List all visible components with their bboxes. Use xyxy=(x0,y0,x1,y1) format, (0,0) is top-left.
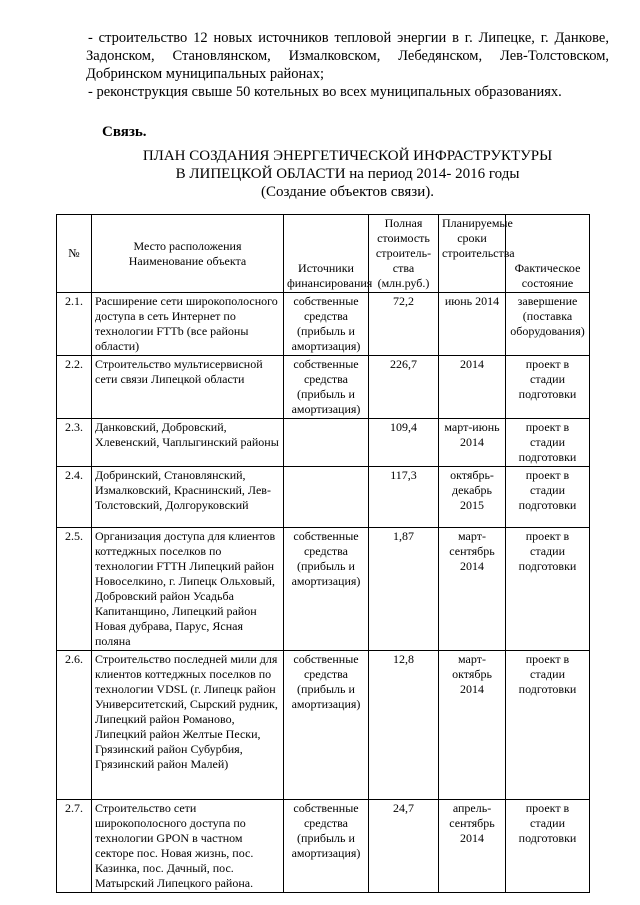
row-num: 2.5. xyxy=(57,528,92,651)
table-row xyxy=(57,800,590,893)
row-num: 2.7. xyxy=(57,800,92,893)
row-cost: 1,87 xyxy=(369,528,439,651)
table-row xyxy=(57,528,590,651)
row-terms: март-июнь 2014 xyxy=(439,419,506,467)
row-num: 2.3. xyxy=(57,419,92,467)
title-line: (Создание объектов связи). xyxy=(261,184,434,200)
header-source: Источники финансирования xyxy=(284,215,369,293)
row-source xyxy=(284,419,369,467)
row-source: собственные средства (прибыль и амортизация) xyxy=(284,528,369,651)
row-terms: апрель-сентябрь 2014 xyxy=(439,800,506,893)
row-place: Строительство мультисервисной сети связи Липецкой области xyxy=(92,356,284,419)
row-terms: июнь 2014 xyxy=(439,293,506,356)
row-state: проект в стадии подготовки xyxy=(506,356,590,419)
row-cost: 72,2 xyxy=(369,293,439,356)
row-num: 2.4. xyxy=(57,467,92,528)
row-state: завершение (поставка оборудования) xyxy=(506,293,590,356)
row-source: собственные средства (прибыль и амортизация) xyxy=(284,356,369,419)
row-place: Расширение сети широкополосного доступа в сеть Интернет по технологии FTTb (все районы области) xyxy=(92,293,284,356)
header-place: Место расположения Наименование объекта xyxy=(92,215,284,293)
row-state: проект в стадии подготовки xyxy=(506,800,590,893)
page-title xyxy=(86,147,609,201)
row-cost: 12,8 xyxy=(369,651,439,800)
row-source: собственные средства (прибыль и амортизация) xyxy=(284,293,369,356)
title-line: В ЛИПЕЦКОЙ ОБЛАСТИ на период 2014- 2016 годы xyxy=(175,166,520,182)
header-num: № xyxy=(57,215,92,293)
section-title: Связь. xyxy=(102,124,147,140)
row-place: Строительство сети широкополосного доступа по технологии GPON в частном секторе пос. Новая жизнь, пос. Казинка, пос. Дачный, пос. Матырский Липецкого района. xyxy=(92,800,284,893)
table-row xyxy=(57,651,590,800)
row-source: собственные средства (прибыль и амортизация) xyxy=(284,651,369,800)
table-row xyxy=(57,419,590,467)
row-cost: 24,7 xyxy=(369,800,439,893)
row-state: проект в стадии подготовки xyxy=(506,651,590,800)
intro-paragraph: - строительство 12 новых источников тепловой энергии в г. Липецке, г. Данкове, Задонском, Становлянском, Измалковском, Лебедянском, Лев-Толстовском, Добринском муниципальных районах; xyxy=(86,30,609,82)
row-state: проект в стадии подготовки xyxy=(506,467,590,528)
table-header-row xyxy=(57,215,590,293)
row-source xyxy=(284,467,369,528)
row-num: 2.1. xyxy=(57,293,92,356)
table-row xyxy=(57,356,590,419)
header-cost: Полная стоимость строитель-ства (млн.руб.) xyxy=(369,215,439,293)
row-place: Организация доступа для клиентов коттеджных поселков по технологии FTTH Липецкий район Новоселкино, г. Липецк Ольховый, Добровский район Усадьба Капитанщино, Липецкий район Новая дубрава, Парус, Ясная поляна xyxy=(92,528,284,651)
intro-text xyxy=(86,29,609,101)
row-terms: 2014 xyxy=(439,356,506,419)
row-cost: 117,3 xyxy=(369,467,439,528)
table-row xyxy=(57,293,590,356)
row-num: 2.2. xyxy=(57,356,92,419)
row-state: проект в стадии подготовки xyxy=(506,528,590,651)
row-terms: октябрь-декабрь 2015 xyxy=(439,467,506,528)
row-terms: март-сентябрь 2014 xyxy=(439,528,506,651)
row-cost: 226,7 xyxy=(369,356,439,419)
title-line: ПЛАН СОЗДАНИЯ ЭНЕРГЕТИЧЕСКОЙ ИНФРАСТРУКТУРЫ xyxy=(142,148,553,164)
table-row xyxy=(57,467,590,528)
row-terms: март-октябрь 2014 xyxy=(439,651,506,800)
row-place: Строительство последней мили для клиентов коттеджных поселков по технологии VDSL (г. Липецк район Университетский, Сырский рудник, Липецкий район Романово, Липецкий район Желтые Пески, Грязинский район Субурбия, Грязинский район Малей) xyxy=(92,651,284,800)
row-num: 2.6. xyxy=(57,651,92,800)
header-terms: Планируемые сроки строительства xyxy=(439,215,506,293)
row-place: Добринский, Становлянский, Измалковский, Краснинский, Лев-Толстовский, Долгоруковский xyxy=(92,467,284,528)
row-place: Данковский, Добровский, Хлевенский, Чаплыгинский районы xyxy=(92,419,284,467)
row-source: собственные средства (прибыль и амортизация) xyxy=(284,800,369,893)
header-state: Фактическое состояние xyxy=(506,215,590,293)
row-cost: 109,4 xyxy=(369,419,439,467)
intro-paragraph: - реконструкция свыше 50 котельных во всех муниципальных образованиях. xyxy=(88,84,562,100)
row-state: проект в стадии подготовки xyxy=(506,419,590,467)
infrastructure-plan-table xyxy=(56,214,590,893)
